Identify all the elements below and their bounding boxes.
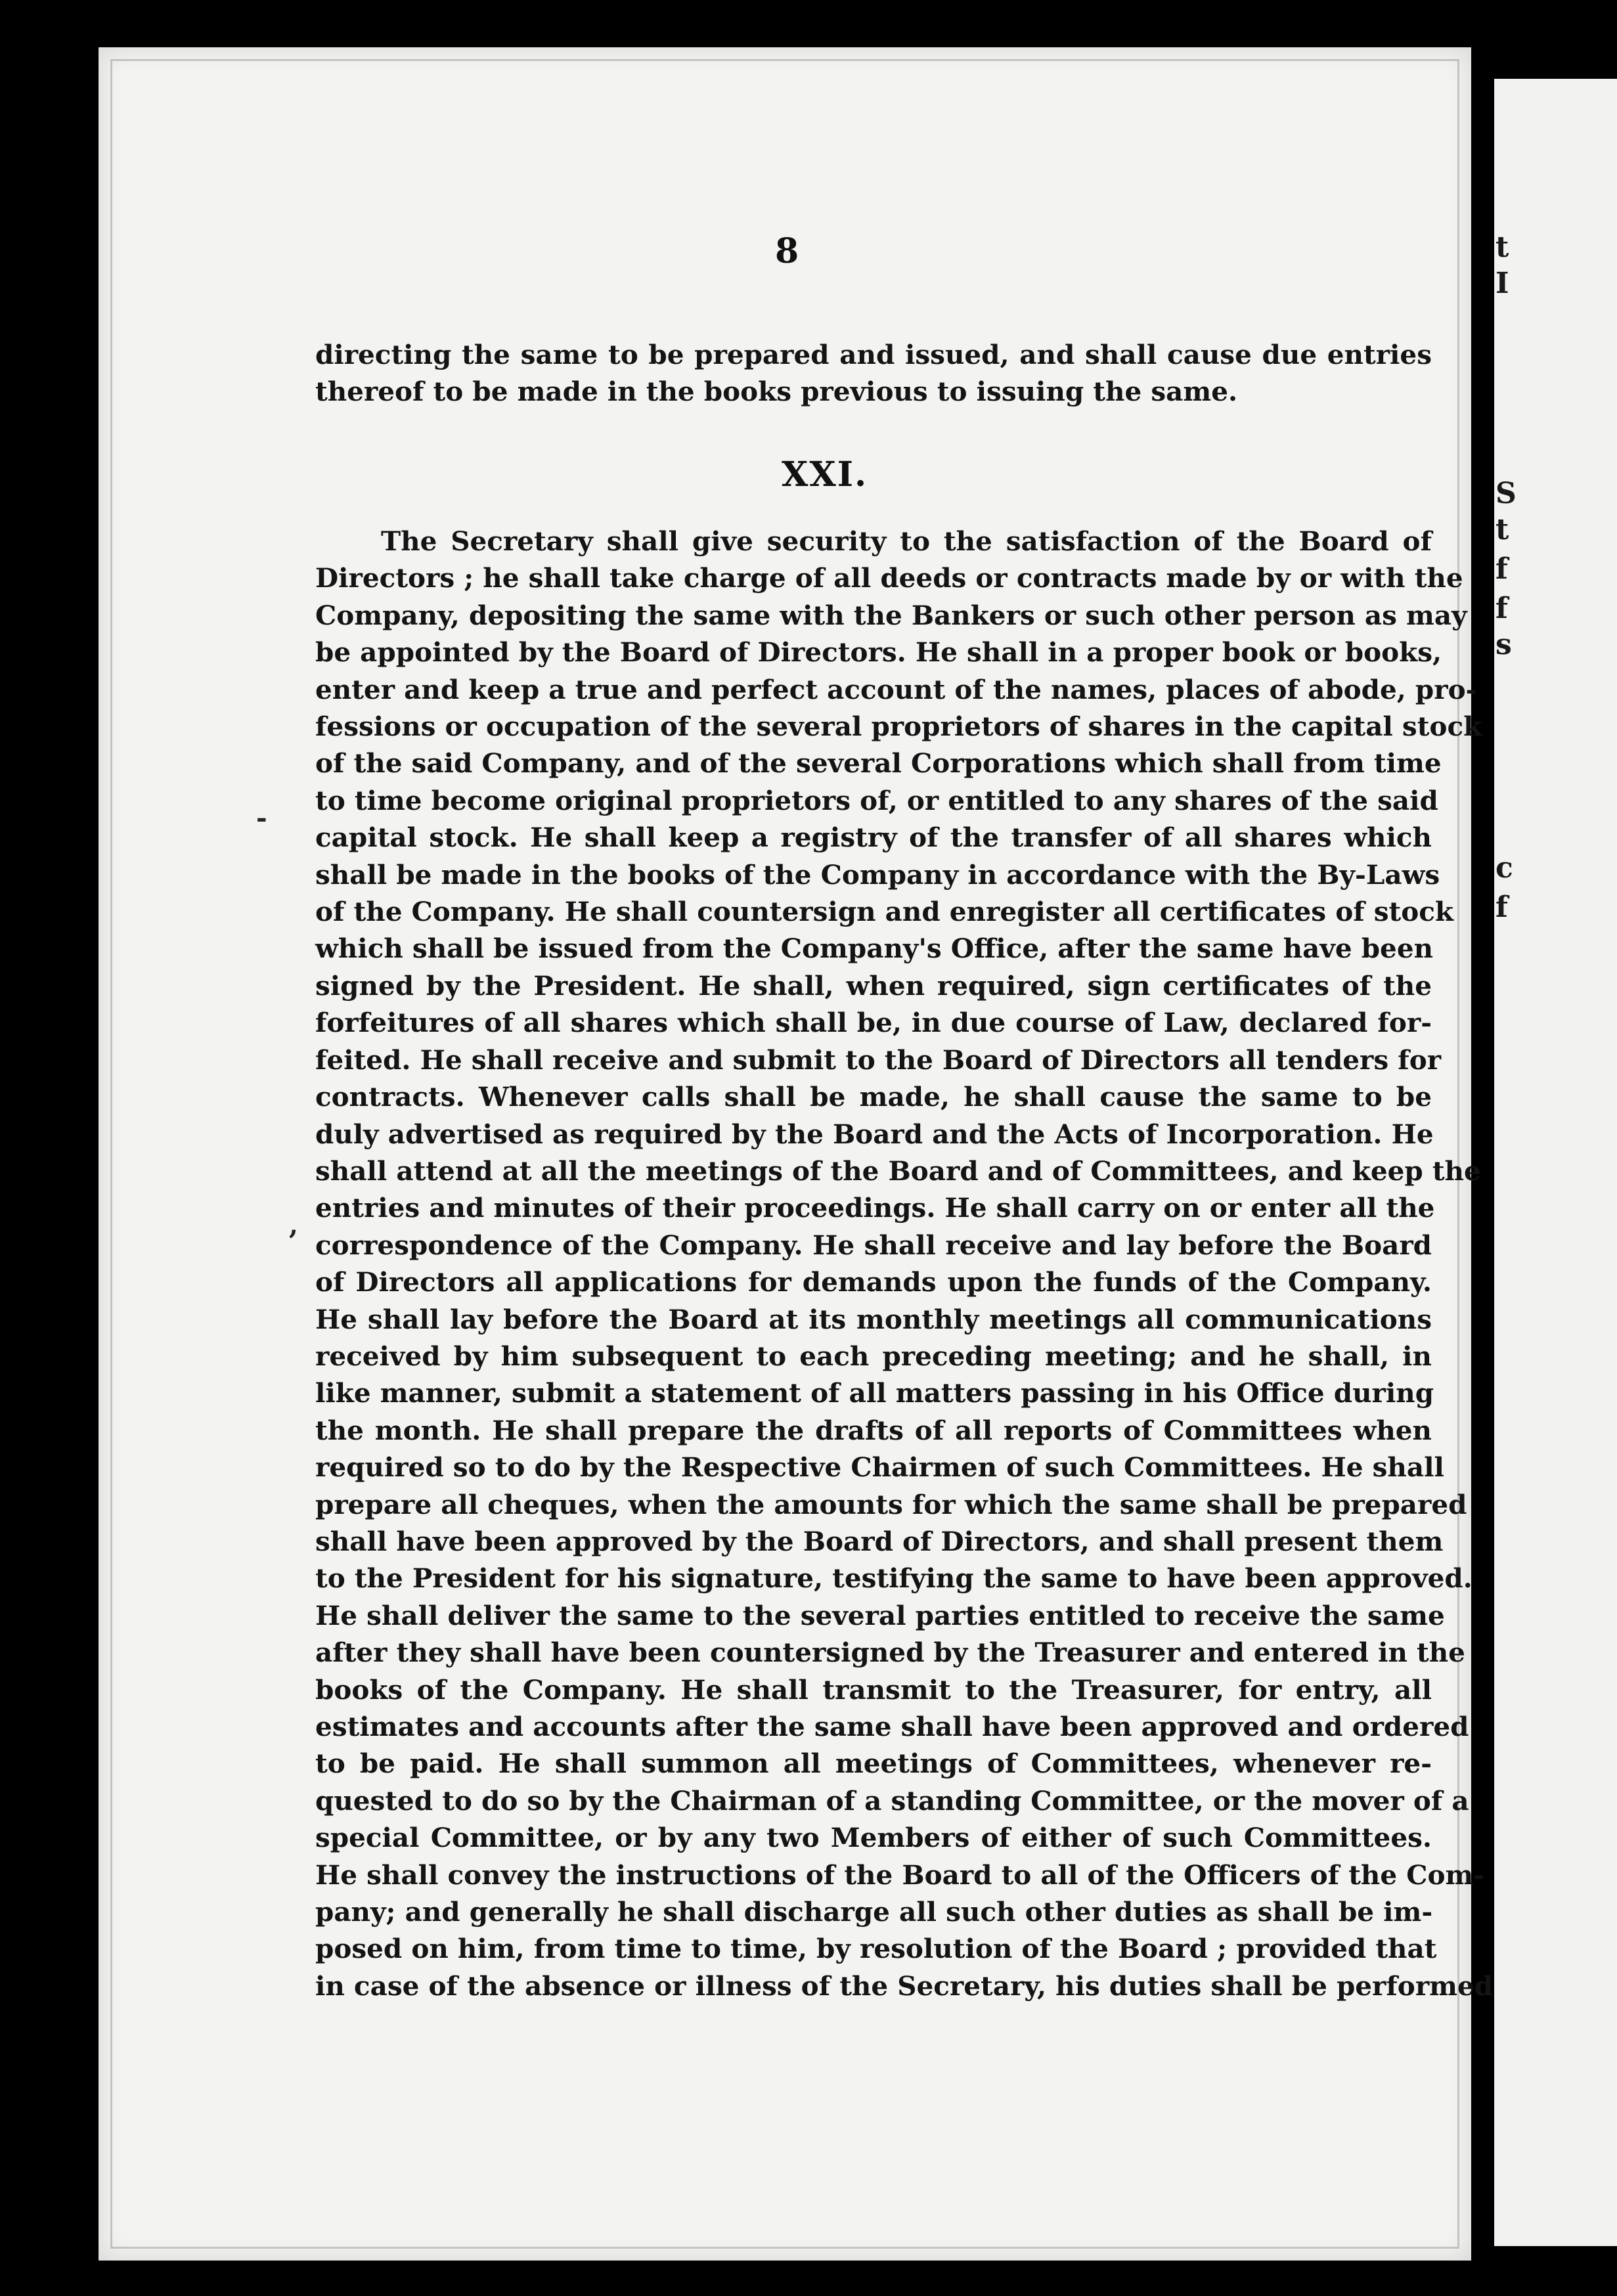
text-line: signed by the President. He shall, when required, sign certificates of the	[315, 969, 1432, 1002]
text-line: prepare all cheques, when the amounts for which the same shall be prepared	[315, 1488, 1467, 1520]
text-line: to time become original proprietors of, or entitled to any shares of the said	[315, 784, 1438, 816]
text-line: contracts. Whenever calls shall be made, he shall cause the same to be	[315, 1081, 1432, 1113]
text-line: He shall convey the instructions of the Board to all of the Officers of the Com-	[315, 1859, 1485, 1891]
text-line: shall have been approved by the Board of Directors, and shall present them	[315, 1525, 1444, 1557]
text-line: thereof to be made in the books previous to issuing the same.	[315, 376, 1238, 408]
text-line: like manner, submit a statement of all matters passing in his Office during	[315, 1377, 1434, 1409]
document-page	[99, 47, 1494, 2261]
text-line: forfeitures of all shares which shall be, in due course of Law, declared for-	[315, 1007, 1432, 1039]
page-number: 8	[775, 231, 799, 271]
text-line: estimates and accounts after the same shall have been approved and ordered	[315, 1711, 1469, 1742]
facing-page-fragment: f	[1495, 592, 1508, 625]
facing-page-fragment: f	[1495, 891, 1508, 924]
facing-page-edge	[1494, 79, 1617, 2246]
text-line: Company, depositing the same with the Bankers or such other person as may	[315, 599, 1467, 631]
text-line: received by him subsequent to each preceding meeting; and he shall, in	[315, 1340, 1432, 1372]
facing-page-fragment: s	[1495, 628, 1512, 661]
text-line: capital stock. He shall keep a registry of the transfer of all shares which	[315, 822, 1432, 854]
text-line: be appointed by the Board of Directors. He shall in a proper book or books,	[315, 636, 1442, 669]
text-line: special Committee, or by any two Members of either of such Committees.	[315, 1822, 1432, 1854]
text-line: of the Company. He shall countersign and enregister all certificates of stock	[315, 896, 1453, 928]
text-line: directing the same to be prepared and issued, and shall cause due entries	[315, 339, 1432, 370]
text-line: of Directors all applications for demands upon the funds of the Company.	[315, 1266, 1432, 1298]
text-line: after they shall have been countersigned by the Treasurer and entered in the	[315, 1637, 1465, 1669]
margin-comma-mark: ,	[289, 1210, 298, 1241]
text-line: to the President for his signature, testifying the same to have been approved.	[315, 1562, 1473, 1595]
facing-page-fragment: f	[1495, 552, 1508, 586]
text-line: shall be made in the books of the Company in accordance with the By-Laws	[315, 858, 1440, 891]
text-line: He shall deliver the same to the several parties entitled to receive the same	[315, 1599, 1445, 1631]
facing-page-fragment: t	[1495, 231, 1509, 264]
text-line: entries and minutes of their proceedings. He shall carry on or enter all the	[315, 1192, 1435, 1224]
text-line: to be paid. He shall summon all meetings of Committees, whenever re-	[315, 1748, 1432, 1780]
text-line: quested to do so by the Chairman of a standing Committee, or the mover of a	[315, 1784, 1469, 1817]
text-line: feited. He shall receive and submit to the Board of Directors all tenders for	[315, 1044, 1442, 1076]
text-line: in case of the absence or illness of the Secretary, his duties shall be performed	[315, 1970, 1494, 2002]
text-line: Directors ; he shall take charge of all deeds or contracts made by or with the	[315, 562, 1463, 594]
text-line: which shall be issued from the Company's Office, after the same have been	[315, 933, 1434, 965]
facing-page-fragment: S	[1495, 477, 1517, 510]
text-line: the month. He shall prepare the drafts of all reports of Committees when	[315, 1414, 1432, 1446]
text-line: posed on him, from time to time, by resolution of the Board ; provided that	[315, 1933, 1437, 1965]
carry-over-paragraph	[315, 336, 1432, 410]
text-line: duly advertised as required by the Board and the Acts of Incorporation. He	[315, 1118, 1434, 1150]
section-heading: XXI.	[782, 454, 868, 495]
margin-dash-mark: -	[256, 803, 267, 833]
text-line: correspondence of the Company. He shall receive and lay before the Board	[315, 1229, 1432, 1261]
section-xxi-paragraph	[315, 523, 1494, 2004]
text-line: of the said Company, and of the several Corporations which shall from time	[315, 747, 1442, 780]
text-line: He shall lay before the Board at its monthly meetings all communications	[315, 1303, 1432, 1335]
text-line: required so to do by the Respective Chairmen of such Committees. He shall	[315, 1451, 1444, 1484]
text-line: The Secretary shall give security to the satisfaction of the Board of	[381, 525, 1432, 557]
text-line: shall attend at all the meetings of the Board and of Committees, and keep the	[315, 1155, 1481, 1187]
facing-page-fragment: t	[1495, 513, 1509, 546]
facing-page-fragment: I	[1495, 267, 1509, 300]
text-line: books of the Company. He shall transmit to the Treasurer, for entry, all	[315, 1673, 1432, 1706]
facing-page-fragment: c	[1495, 851, 1513, 885]
text-line: pany; and generally he shall discharge all such other duties as shall be im-	[315, 1896, 1433, 1928]
text-line: enter and keep a true and perfect account of the names, places of abode, pro-	[315, 673, 1477, 705]
text-line: fessions or occupation of the several proprietors of shares in the capital stock	[315, 711, 1482, 743]
